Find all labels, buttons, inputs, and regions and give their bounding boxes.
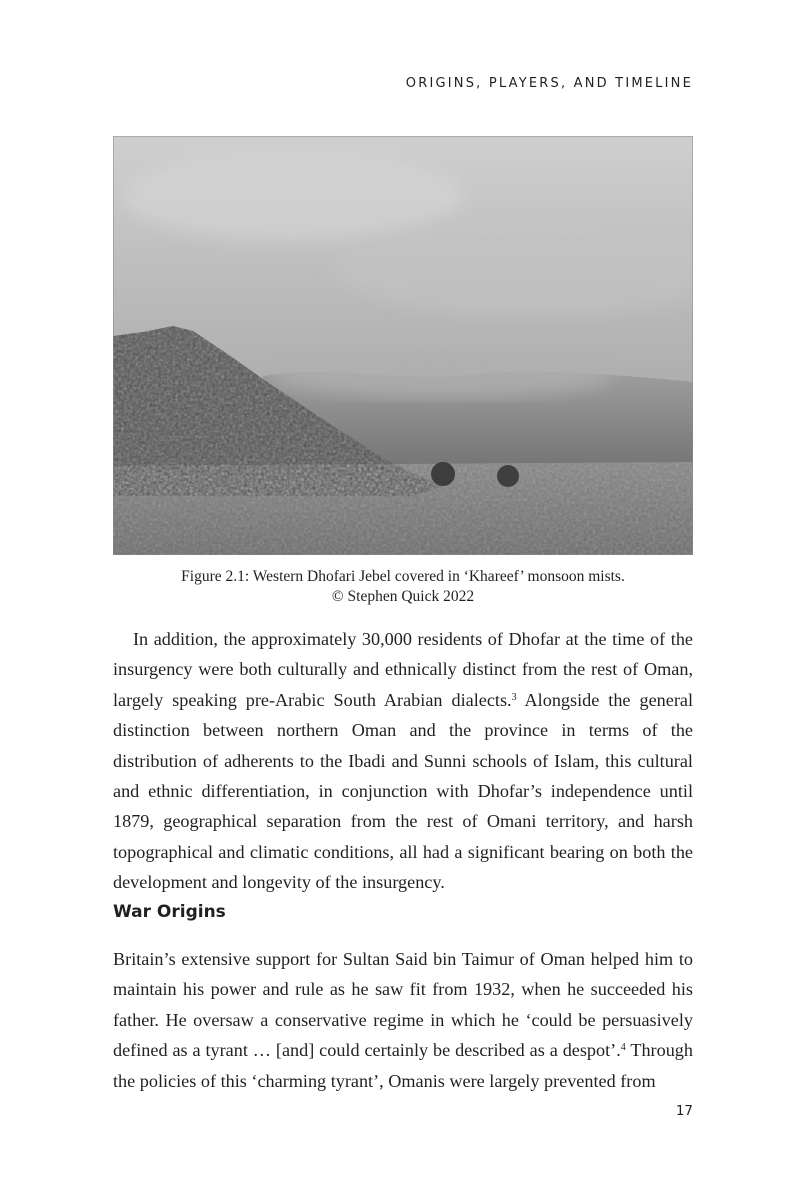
paragraph-text: Britain’s extensive support for Sultan Said bin Taimur of Oman helped him to maintain his power and rule as he saw fit from 1932, when he succeeded his father. He oversaw a conservative regime in which he ‘could be persuasively defined as a tyrant … [and] could certainly be described as a despot’. [113,949,693,1061]
running-head: ORIGINS, PLAYERS, AND TIMELINE [405,76,693,91]
figure-caption-credit: © Stephen Quick 2022 [331,588,475,605]
figure-photo [113,136,693,555]
figure-caption [113,567,693,607]
body-paragraph-2 [113,944,693,1096]
footnote-ref-4[interactable]: 4 [620,1042,626,1054]
paragraph-text: Alongside the general distinction between northern Oman and the province in terms of the distribution of adherents to the Ibadi and Sunni schools of Islam, this cultural and ethnic differentiation, in conjunction with Dhofar’s independence until 1879, geographical separation from the rest of Omani territory, and harsh topographical and climatic conditions, all had a significant bearing on both the development and longevity of the insurgency. [113,689,693,893]
figure-caption-title: Figure 2.1: Western Dhofari Jebel covered in ‘Khareef’ monsoon mists. [181,568,625,585]
body-paragraph-1 [113,624,693,898]
page-number: 17 [675,1103,693,1119]
paragraph-text: Through the policies of this ‘charming tyrant’, Omanis were largely prevented from [113,1040,693,1091]
landscape-photo-image [113,136,693,555]
section-heading: War Origins [113,902,226,922]
paragraph-text: In addition, the approximately 30,000 residents of Dhofar at the time of the insurgency were both culturally and ethnically distinct from the rest of Oman, largely speaking pre-Arabic South Arabian dialects. [113,629,693,710]
footnote-ref-3[interactable]: 3 [511,691,517,703]
